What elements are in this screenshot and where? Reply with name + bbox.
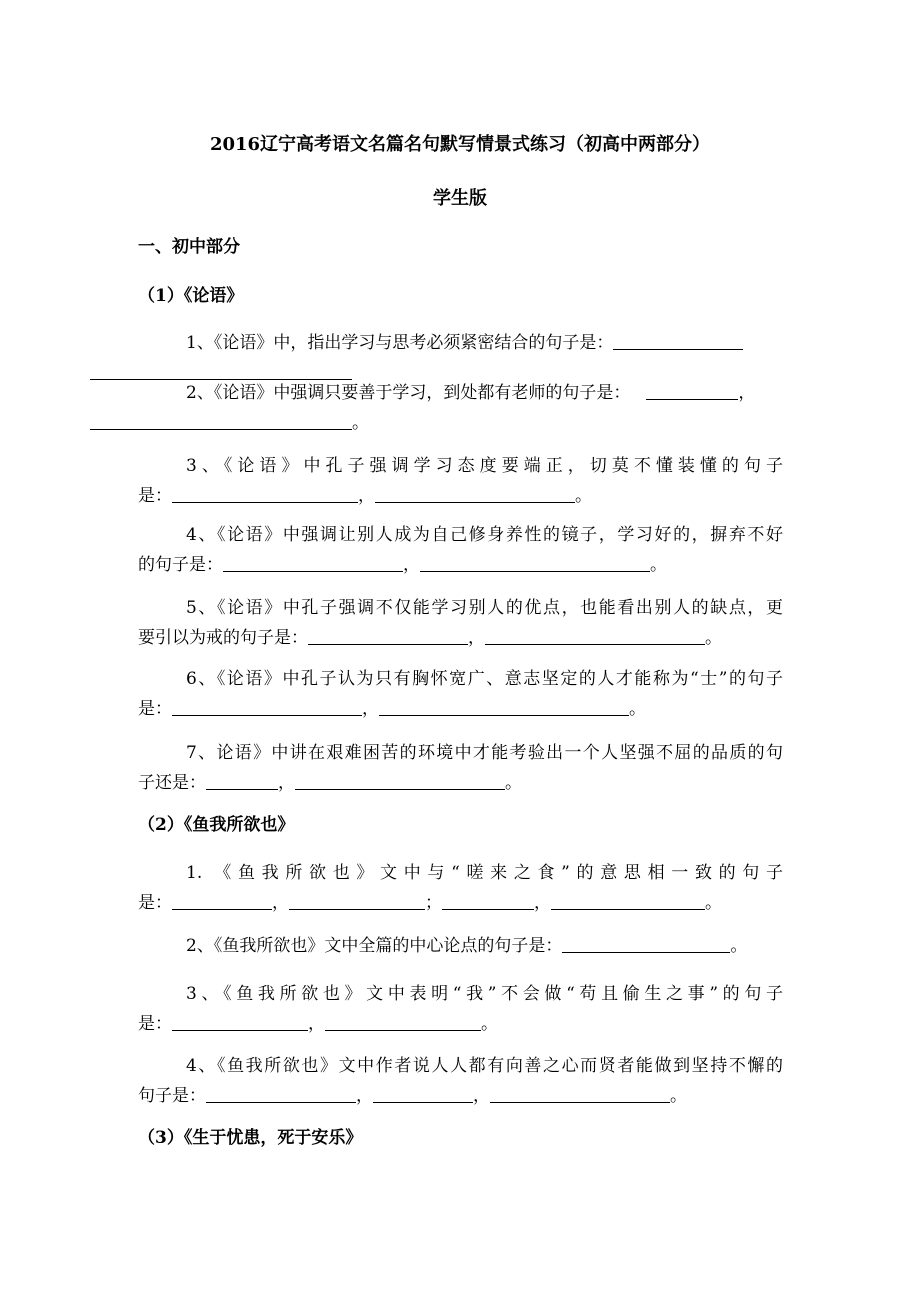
terminator: 。 — [352, 413, 369, 433]
separator: ， — [403, 555, 420, 575]
answer-blank[interactable] — [646, 382, 738, 400]
separator: ， — [356, 1086, 373, 1106]
question-lunyu-4-answer-line — [138, 550, 783, 580]
section-heading-junior: 一、初中部分 — [138, 237, 240, 257]
question-lunyu-6 — [138, 664, 783, 694]
question-yu-1 — [138, 858, 783, 888]
answer-blank[interactable] — [295, 772, 505, 790]
question-lunyu-3-answer-line — [138, 481, 783, 511]
question-yu-3 — [138, 979, 783, 1009]
separator: ， — [468, 628, 485, 648]
terminator: 。 — [650, 555, 667, 575]
answer-prefix: 是： — [138, 486, 172, 506]
question-lunyu-6-answer-line — [138, 694, 783, 724]
question-text: 2、《论语》中强调只要善于学习，到处都有老师的句子是： — [186, 383, 631, 403]
separator: ， — [534, 893, 551, 913]
question-lunyu-4 — [138, 520, 783, 550]
answer-blank[interactable] — [613, 332, 743, 350]
terminator: 。 — [705, 628, 722, 648]
question-text: 1、《论语》中，指出学习与思考必须紧密结合的句子是： — [186, 333, 614, 353]
question-lunyu-7 — [138, 738, 783, 768]
answer-blank[interactable] — [206, 1085, 356, 1103]
answer-blank[interactable] — [206, 772, 278, 790]
separator: ， — [272, 893, 289, 913]
question-lunyu-5-answer-line — [138, 623, 783, 653]
separator: ， — [308, 1014, 325, 1034]
question-text: 3、《论语》中孔子强调学习态度要端正，切莫不懂装懂的句子 — [186, 456, 783, 476]
answer-blank[interactable] — [172, 1013, 308, 1031]
answer-prefix: 的句子是： — [138, 555, 223, 575]
terminator: 。 — [481, 1014, 498, 1034]
question-yu-2 — [138, 931, 783, 961]
answer-blank[interactable] — [442, 892, 534, 910]
question-text: 4、《鱼我所欲也》文中作者说人人都有向善之心而贤者能做到坚持不懈的 — [186, 1056, 783, 1076]
answer-prefix: 句子是： — [138, 1086, 206, 1106]
separator: ， — [473, 1086, 490, 1106]
question-lunyu-3 — [138, 451, 783, 481]
terminator: 。 — [629, 699, 646, 719]
group-heading-shengyuyouhuan: （3）《生于忧患，死于安乐》 — [138, 1128, 363, 1148]
terminator: 。 — [730, 936, 748, 956]
question-text: 3、《鱼我所欲也》文中表明“我”不会做“苟且偷生之事”的句子 — [186, 984, 783, 1004]
separator: ， — [278, 773, 295, 793]
answer-prefix: 要引以为戒的句子是： — [138, 628, 308, 648]
answer-blank[interactable] — [172, 485, 358, 503]
answer-blank[interactable] — [490, 1085, 670, 1103]
answer-prefix: 是： — [138, 1014, 172, 1034]
question-lunyu-5 — [138, 593, 783, 623]
separator: ， — [358, 486, 375, 506]
answer-prefix: 是： — [138, 699, 172, 719]
question-text: 2、《鱼我所欲也》文中全篇的中心论点的句子是： — [186, 936, 563, 956]
question-text: 1. 《鱼我所欲也》文中与“嗟来之食”的意思相一致的句子 — [186, 863, 783, 883]
answer-prefix: 子还是： — [138, 773, 206, 793]
terminator: 。 — [575, 486, 592, 506]
document-subtitle: 学生版 — [433, 188, 487, 209]
separator: ， — [738, 383, 756, 403]
answer-blank[interactable] — [420, 554, 650, 572]
answer-blank[interactable] — [375, 485, 575, 503]
answer-blank[interactable] — [379, 698, 629, 716]
answer-blank[interactable] — [172, 698, 362, 716]
group-heading-yuwosuoyuye: （2）《鱼我所欲也》 — [138, 815, 295, 835]
answer-blank[interactable] — [562, 935, 730, 953]
answer-blank[interactable] — [551, 892, 705, 910]
answer-blank[interactable] — [90, 412, 352, 430]
answer-blank[interactable] — [289, 892, 425, 910]
question-text: 5、《论语》中孔子强调不仅能学习别人的优点，也能看出别人的缺点，更 — [186, 598, 783, 618]
question-yu-1-answer-line — [138, 888, 783, 918]
question-lunyu-2 — [138, 378, 783, 438]
terminator: 。 — [505, 773, 522, 793]
question-text: 4、《论语》中强调让别人成为自己修身养性的镜子，学习好的，摒弃不好 — [186, 525, 783, 545]
terminator: 。 — [705, 893, 722, 913]
answer-prefix: 是： — [138, 893, 172, 913]
separator: ， — [362, 699, 379, 719]
group-heading-lunyu: （1）《论语》 — [138, 286, 244, 306]
answer-blank[interactable] — [325, 1013, 481, 1031]
question-yu-4 — [138, 1051, 783, 1081]
question-yu-3-answer-line — [138, 1009, 783, 1039]
answer-blank[interactable] — [485, 627, 705, 645]
answer-blank[interactable] — [172, 892, 272, 910]
question-text: 6、《论语》中孔子认为只有胸怀宽广、意志坚定的人才能称为“士”的句子 — [186, 669, 783, 689]
question-text: 7、论语》中讲在艰难困苦的环境中才能考验出一个人坚强不屈的品质的句 — [186, 743, 783, 763]
question-yu-4-answer-line — [138, 1081, 783, 1111]
question-lunyu-7-answer-line — [138, 768, 783, 798]
answer-blank[interactable] — [308, 627, 468, 645]
terminator: 。 — [670, 1086, 687, 1106]
answer-blank[interactable] — [373, 1085, 473, 1103]
separator: ； — [425, 893, 442, 913]
document-title: 2016辽宁高考语文名篇名句默写情景式练习（初高中两部分） — [209, 134, 711, 155]
answer-blank[interactable] — [223, 554, 403, 572]
